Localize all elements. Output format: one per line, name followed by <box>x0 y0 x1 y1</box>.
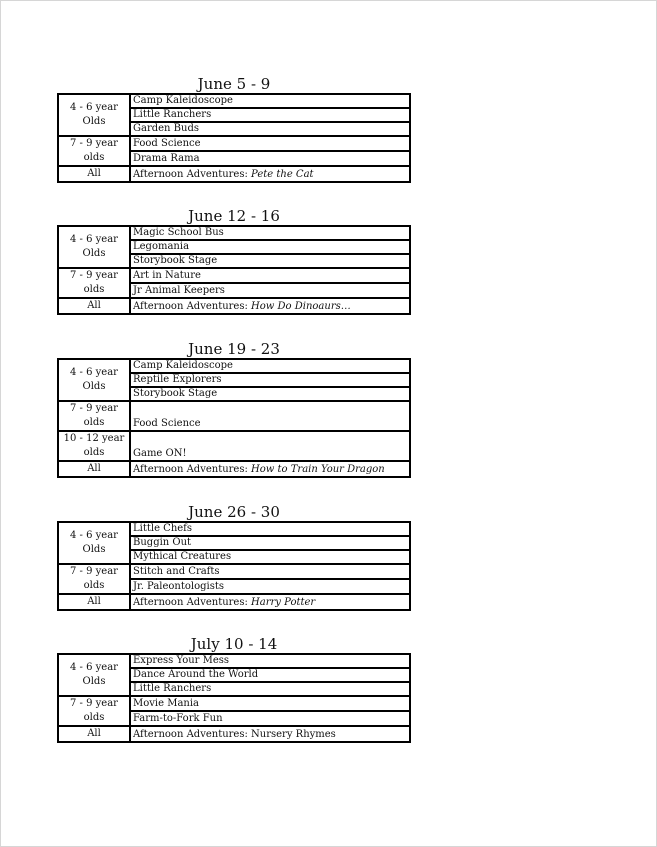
activity-name: Stitch and Crafts <box>133 566 220 577</box>
activity-name: Afternoon Adventures: Nursery Rhymes <box>133 729 336 740</box>
table-row <box>58 431 410 461</box>
activity-name: Movie Mania <box>133 698 200 709</box>
activity-cell <box>130 283 410 298</box>
activity-name: Camp Kaleidoscope <box>133 360 233 371</box>
activity-cell <box>130 254 410 268</box>
activity-cell <box>130 668 410 682</box>
table-row <box>58 654 410 668</box>
activity-cell <box>130 298 410 314</box>
activity-cell <box>130 268 410 283</box>
activity-name: Jr Animal Keepers <box>133 285 225 296</box>
activity-name: Food Science <box>133 138 201 149</box>
week-title: June 19 - 23 <box>188 340 280 358</box>
table-row <box>58 226 410 240</box>
activity-cell <box>130 136 410 151</box>
activity-cell <box>130 594 410 610</box>
week-block <box>57 207 411 315</box>
activity-cell <box>130 726 410 742</box>
table-row <box>58 298 410 314</box>
age-group-label: 4 - 6 year Olds <box>58 94 130 136</box>
week-title: July 10 - 14 <box>190 635 278 653</box>
week-title: June 5 - 9 <box>197 75 271 93</box>
age-group-label: 4 - 6 year Olds <box>58 359 130 401</box>
age-group-label: 4 - 6 year Olds <box>58 522 130 564</box>
activity-cell <box>130 431 410 461</box>
activity-name: Storybook Stage <box>133 388 218 399</box>
age-group-label: 7 - 9 year olds <box>58 564 130 594</box>
week-table <box>57 358 411 478</box>
table-row <box>58 401 410 431</box>
table-row <box>58 564 410 579</box>
activity-name: Little Ranchers <box>133 109 212 120</box>
activity-cell <box>130 682 410 696</box>
activity-cell <box>130 550 410 564</box>
table-row <box>58 726 410 742</box>
activity-cell <box>130 461 410 477</box>
table-row <box>58 166 410 182</box>
table-row <box>58 268 410 283</box>
activity-name: Camp Kaleidoscope <box>133 95 233 106</box>
week-table <box>57 521 411 611</box>
activity-name: Farm-to-Fork Fun <box>133 713 223 724</box>
table-row <box>58 94 410 108</box>
activity-theme: Pete the Cat <box>251 169 314 180</box>
age-group-label: 7 - 9 year olds <box>58 136 130 166</box>
activity-cell <box>130 373 410 387</box>
activity-cell <box>130 359 410 373</box>
activity-cell <box>130 711 410 726</box>
activity-name: Mythical Creatures <box>133 551 232 562</box>
activity-theme: Harry Potter <box>251 597 316 608</box>
activity-name: Afternoon Adventures: <box>133 597 252 608</box>
activity-name: Dance Around the World <box>133 669 259 680</box>
activity-name: Afternoon Adventures: <box>133 169 252 180</box>
week-table <box>57 225 411 315</box>
table-row <box>58 136 410 151</box>
age-group-label: All <box>58 298 130 314</box>
activity-name: Jr. Paleontologists <box>133 581 225 592</box>
activity-cell <box>130 654 410 668</box>
age-group-label: 7 - 9 year olds <box>58 401 130 431</box>
week-block <box>57 635 411 743</box>
activity-cell <box>130 401 410 431</box>
age-group-label: 4 - 6 year Olds <box>58 226 130 268</box>
activity-cell <box>130 226 410 240</box>
week-title: June 26 - 30 <box>188 503 280 521</box>
activity-cell <box>130 151 410 166</box>
week-title: June 12 - 16 <box>188 207 280 225</box>
activity-name: Reptile Explorers <box>133 374 222 385</box>
table-row <box>58 461 410 477</box>
activity-name: Food Science <box>133 418 201 429</box>
activity-name: Afternoon Adventures: <box>133 301 252 312</box>
activity-cell <box>130 564 410 579</box>
activity-name: Little Chefs <box>133 523 193 534</box>
activity-name: Garden Buds <box>133 123 199 134</box>
age-group-label: 10 - 12 year olds <box>58 431 130 461</box>
activity-cell <box>130 108 410 122</box>
week-block <box>57 340 411 478</box>
activity-name: Game ON! <box>133 448 187 459</box>
activity-cell <box>130 94 410 108</box>
table-row <box>58 594 410 610</box>
age-group-label: All <box>58 166 130 182</box>
activity-cell <box>130 579 410 594</box>
age-group-label: All <box>58 461 130 477</box>
table-row <box>58 522 410 536</box>
activity-name: Drama Rama <box>133 153 200 164</box>
activity-name: Storybook Stage <box>133 255 218 266</box>
age-group-label: 4 - 6 year Olds <box>58 654 130 696</box>
activity-name: Legomania <box>133 241 190 252</box>
week-block <box>57 75 411 183</box>
age-group-label: 7 - 9 year olds <box>58 696 130 726</box>
activity-cell <box>130 522 410 536</box>
activity-theme: How Do Dinoaurs… <box>251 301 351 312</box>
activity-cell <box>130 536 410 550</box>
activity-cell <box>130 240 410 254</box>
activity-name: Little Ranchers <box>133 683 212 694</box>
activity-theme: How to Train Your Dragon <box>251 464 385 475</box>
table-row <box>58 359 410 373</box>
activity-cell <box>130 166 410 182</box>
activity-cell <box>130 387 410 401</box>
age-group-label: All <box>58 726 130 742</box>
activity-cell <box>130 122 410 136</box>
activity-cell <box>130 696 410 711</box>
activity-name: Buggin Out <box>133 537 192 548</box>
age-group-label: All <box>58 594 130 610</box>
table-row <box>58 696 410 711</box>
week-table <box>57 93 411 183</box>
week-block <box>57 503 411 611</box>
activity-name: Magic School Bus <box>133 227 224 238</box>
week-table <box>57 653 411 743</box>
activity-name: Afternoon Adventures: <box>133 464 252 475</box>
age-group-label: 7 - 9 year olds <box>58 268 130 298</box>
activity-name: Art in Nature <box>133 270 201 281</box>
activity-name: Express Your Mess <box>133 655 230 666</box>
